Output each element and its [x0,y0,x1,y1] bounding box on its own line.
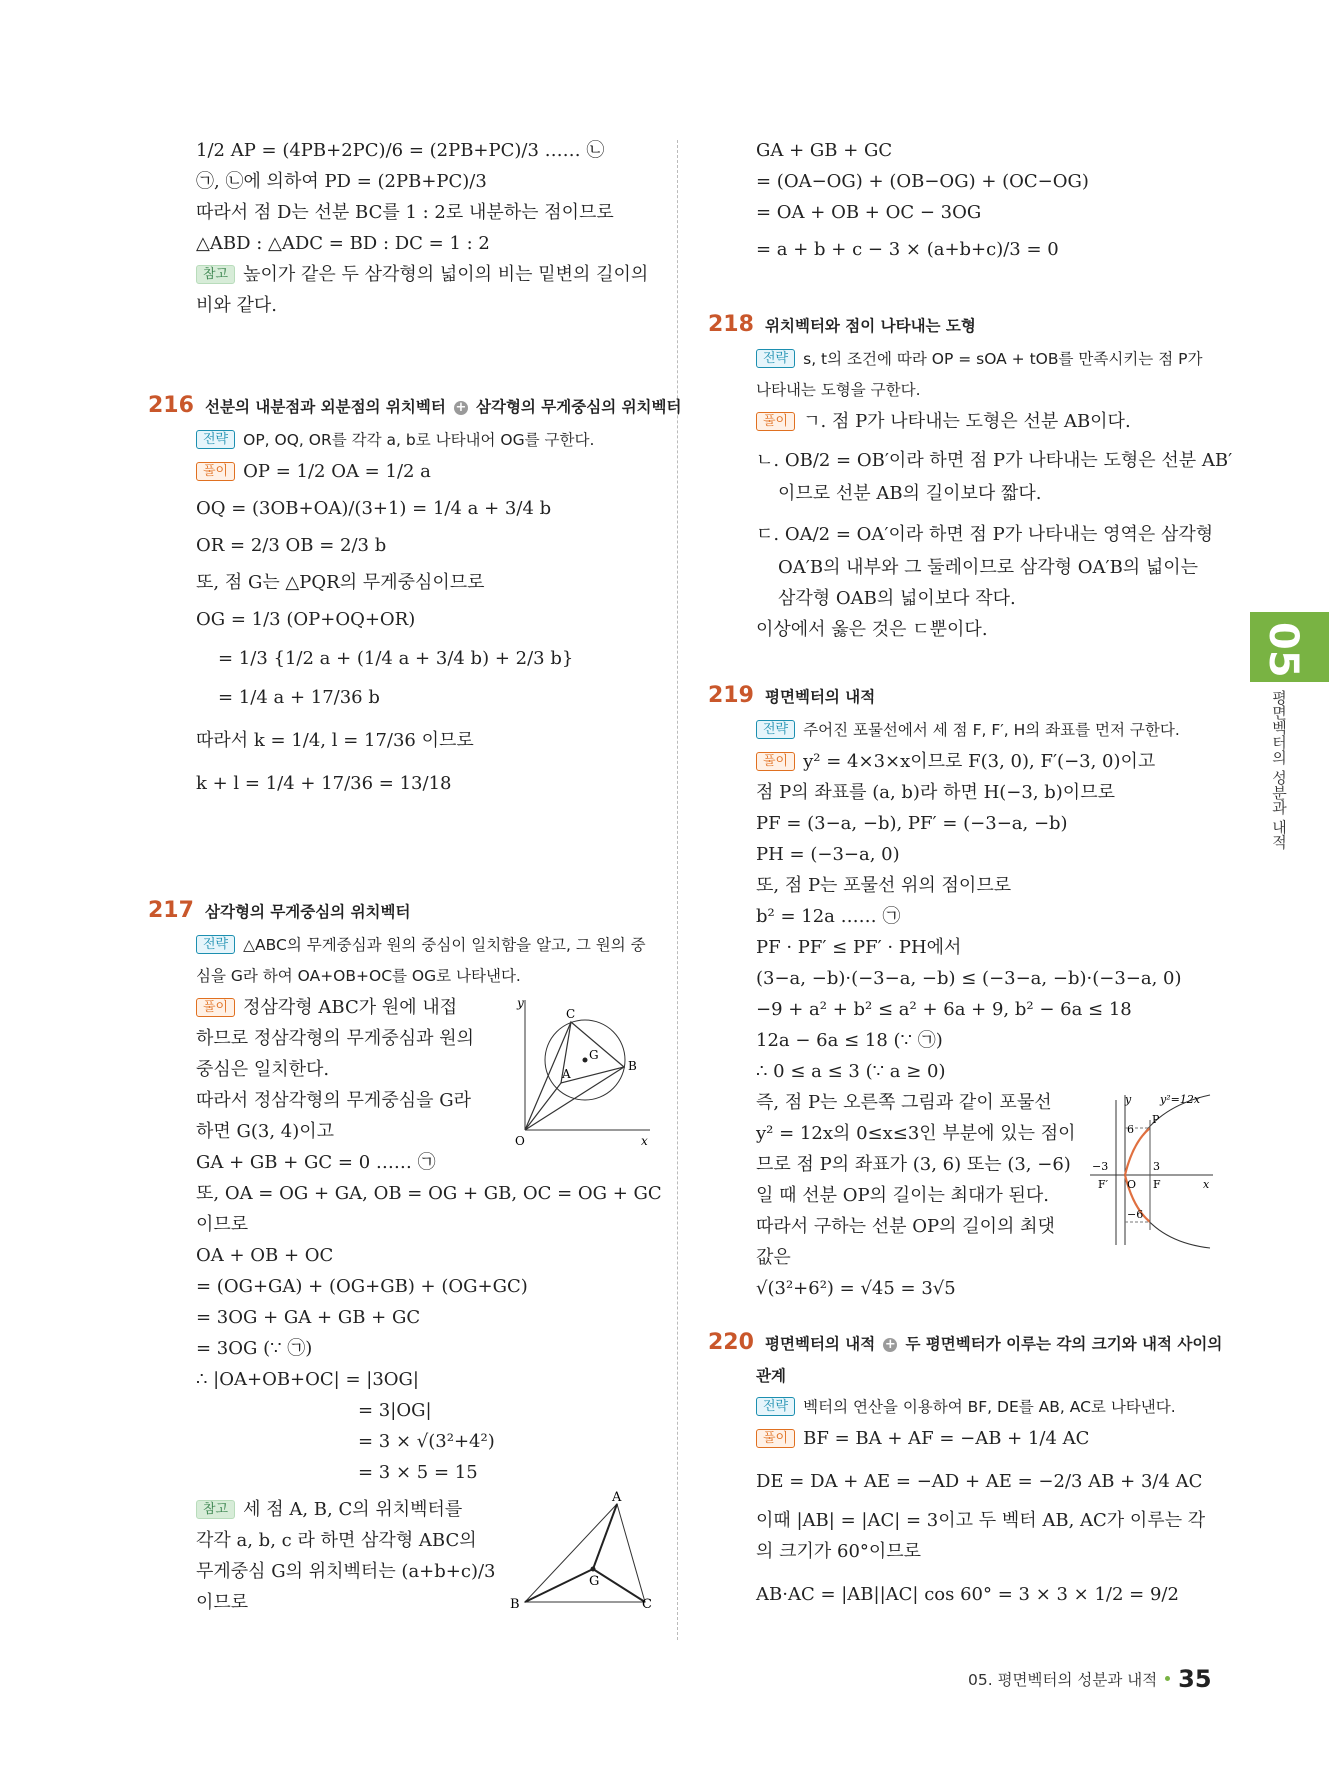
eq-line: PF = (3−a, −b), PF′ = (−3−a, −b) [756,813,1068,834]
eq-line: ∴ 0 ≤ a ≤ 3 (∵ a ≥ 0) [756,1061,946,1082]
eq-line: = 1/4 a + 17/36 b [218,687,380,708]
eq-line: OG = 1/3 (OP+OQ+OR) [196,609,416,630]
eq-line: OQ = (3OB+OA)/(3+1) = 1/4 a + 3/4 b [196,498,552,519]
problem-218-header [708,312,976,337]
fig-label: C [566,1007,576,1021]
strategy-text: 나타내는 도형을 구한다. [756,381,921,399]
fig-label: F′ [1098,1178,1109,1191]
problem-title: 평면벡터의 내적 [765,1335,876,1353]
left-column [196,135,651,321]
problem-number: 218 [708,312,754,337]
vector-oa [525,1083,561,1130]
eq-line: PH = (−3−a, 0) [756,844,900,865]
eq-line: = 3OG + GA + GB + GC [196,1307,421,1328]
fig-label: x [1203,1178,1210,1191]
strategy-text: OP, OQ, OR를 각각 a, b로 나타내어 OG를 구한다. [243,431,595,449]
text-line: y² = 12x의 0≤x≤3인 부분에 있는 점이 [756,1123,1076,1144]
strategy-line [756,1392,1216,1423]
text-line: 하면 G(3, 4)이고 [196,1121,335,1142]
problem-title: 위치벡터와 점이 나타내는 도형 [765,317,976,335]
text-line: 정삼각형 ABC가 원에 내접 [243,997,458,1018]
problem-number: 220 [708,1330,754,1355]
solution-badge: 풀이 [756,1429,795,1448]
problem-220-body [756,1392,1216,1610]
reference-text-cont: 비와 같다. [196,295,277,316]
fig-label: 6 [1127,1123,1134,1136]
text-line: 의 크기가 60°이므로 [756,1541,922,1562]
segment-ga [593,1504,617,1569]
vector-ob [525,1067,624,1130]
text-line: 이므로 [196,1214,249,1235]
problem-title: 삼각형의 무게중심의 위치벡터 [476,398,682,416]
eq-line: ㉠, ㉡에 의하여 PD = (2PB+PC)/3 [196,171,487,192]
strategy-text: s, t의 조건에 따라 OP = sOA + tOB를 만족시키는 점 P가 [803,350,1203,368]
fig-label: x [641,1134,648,1148]
eq-line: = 3OG (∵ ㉠) [196,1338,313,1359]
eq-line: OR = 2/3 OB = 2/3 b [196,535,387,556]
problem-number: 219 [708,683,754,708]
page-number: 35 [1178,1665,1212,1693]
eq-line: △ABD : △ADC = BD : DC = 1 : 2 [196,233,490,254]
fig-label: O [1127,1178,1137,1191]
eq-line: = (OA−OG) + (OB−OG) + (OC−OG) [756,171,1089,192]
problem-220-header-cont [756,1364,786,1386]
text-line: OA′B의 내부와 그 둘레이므로 삼각형 OA′B의 넓이는 [778,557,1199,578]
text-line: 값은 [756,1247,791,1268]
triangle [525,1504,645,1602]
eq-line: AB·AC = |AB||AC| cos 60° = 3 × 3 × 1/2 = 9/2 [756,1584,1179,1605]
solution-badge: 풀이 [756,412,795,431]
strategy-text: 심을 G라 하여 OA+OB+OC를 OG로 나타낸다. [196,967,521,985]
strategy-text: 벡터의 연산을 이용하여 BF, DE를 AB, AC로 나타낸다. [803,1398,1176,1416]
fig-label: O [515,1134,525,1148]
centroid-point [583,1058,588,1063]
reference-text: 높이가 같은 두 삼각형의 넓이의 비는 밑변의 길이의 [243,264,649,285]
problem-220-header [708,1330,1222,1355]
text-line: 일 때 선분 OP의 길이는 최대가 된다. [756,1185,1049,1206]
fig-label: y [1125,1093,1132,1106]
strategy-badge: 전략 [756,1397,795,1416]
solution-badge: 풀이 [756,752,795,771]
text-line: ㄱ. 점 P가 나타내는 도형은 선분 AB이다. [803,411,1131,432]
triangle-circle-figure [505,995,655,1150]
eq-line: GA + GB + GC [756,140,893,161]
problem-title: 평면벡터의 내적 [765,688,876,706]
eq-line: (3−a, −b)·(−3−a, −b) ≤ (−3−a, −b)·(−3−a, 0) [756,968,1182,989]
solution-badge: 풀이 [196,462,235,481]
eq-line: = a + b + c − 3 × (a+b+c)/3 = 0 [756,239,1059,260]
problem-title: 관계 [756,1367,786,1385]
text-line: 또, 점 P는 포물선 위의 점이므로 [756,875,1012,896]
right-column-top [756,135,1216,265]
text-line: 따라서 k = 1/4, l = 17/36 이므로 [196,730,474,751]
problem-title: 삼각형의 무게중심의 위치벡터 [205,903,411,921]
footer-dot-icon [1165,1676,1170,1681]
text-line: 점 P의 좌표를 (a, b)라 하면 H(−3, b)이므로 [756,782,1115,803]
chapter-number: 05 [1260,622,1306,678]
problem-title: 선분의 내분점과 외분점의 위치벡터 [205,398,446,416]
solution-line [756,1423,1216,1454]
eq-line: ∴ |OA+OB+OC| = |3OG| [196,1369,419,1390]
eq-line: BF = BA + AF = −AB + 1/4 AC [803,1428,1090,1449]
plus-icon: + [455,400,467,415]
problem-217-header [148,898,410,923]
text-line: 이때 |AB| = |AC| = 3이고 두 벡터 AB, AC가 이루는 각 [756,1510,1206,1531]
text-line: 따라서 점 D는 선분 BC를 1 : 2로 내분하는 점이므로 [196,202,614,223]
segment-gb [525,1569,593,1602]
text-line: ㄴ. OB/2 = OB′이라 하면 점 P가 나타내는 도형은 선분 AB′ [756,450,1233,471]
fig-label: y [517,996,524,1010]
chapter-side-title: 평면벡터의 성분과 내적 [1270,690,1288,850]
eq-line: PF · PF′ ≤ PF′ · PH에서 [756,937,962,958]
eq-line: = 3 × 5 = 15 [358,1462,478,1483]
fig-label: y²=12x [1160,1093,1201,1106]
eq-line: k + l = 1/4 + 17/36 = 13/18 [196,773,452,794]
strategy-line [196,930,651,961]
solution-line [756,746,1216,777]
eq-line: √(3²+6²) = √45 = 3√5 [756,1278,956,1299]
parabola-upper [1125,1095,1210,1175]
strategy-line [756,344,1216,375]
eq-line: −9 + a² + b² ≤ a² + 6a + 9, b² − 6a ≤ 18 [756,999,1132,1020]
eq-line: = OA + OB + OC − 3OG [756,202,982,223]
strategy-badge: 전략 [756,349,795,368]
solution-badge: 풀이 [196,998,235,1017]
fig-label: B [628,1059,637,1073]
text-line: 삼각형 OAB의 넓이보다 작다. [778,588,1016,609]
fig-label: −3 [1092,1160,1109,1173]
strategy-text: 주어진 포물선에서 세 점 F, F′, H의 좌표를 먼저 구한다. [803,721,1180,739]
reference-text: 이므로 [196,1592,249,1613]
eq-line: b² = 12a …… ㉠ [756,906,901,927]
eq-line: 1/2 AP = (4PB+2PC)/6 = (2PB+PC)/3 …… ㉡ [196,140,605,161]
text-line: 하므로 정삼각형의 무게중심과 원의 [196,1028,474,1049]
strategy-text: △ABC의 무게중심과 원의 중심이 일치함을 알고, 그 원의 중 [243,936,646,954]
eq-line: = 1/3 {1/2 a + (1/4 a + 3/4 b) + 2/3 b} [218,648,574,669]
eq-line: OA + OB + OC [196,1245,334,1266]
reference-text: 세 점 A, B, C의 위치벡터를 [243,1499,463,1520]
fig-label: A [562,1067,571,1081]
chapter-tab [1250,612,1329,682]
page-footer [968,1665,1212,1693]
strategy-line [756,715,1216,746]
fig-label: F [1153,1178,1161,1191]
fig-label: C [642,1597,652,1610]
reference-text: 각각 a, b, c 라 하면 삼각형 ABC의 [196,1530,477,1551]
strategy-badge: 전략 [756,720,795,739]
problem-title: 두 평면벡터가 이루는 각의 크기와 내적 사이의 [905,1335,1223,1353]
fig-label: B [510,1597,520,1610]
problem-216-header [148,393,681,418]
eq-line: GA + GB + GC = 0 …… ㉠ [196,1152,436,1173]
footer-chapter-title: 05. 평면벡터의 성분과 내적 [968,1671,1158,1689]
solution-line [756,406,1216,437]
strategy-line [196,425,651,456]
column-divider [677,140,678,1640]
triangle-centroid-figure [505,1490,655,1610]
text-line: 또, 점 G는 △PQR의 무게중심이므로 [196,572,485,593]
text-line: 따라서 구하는 선분 OP의 길이의 최댓 [756,1216,1055,1237]
strategy-badge: 전략 [196,935,235,954]
solution-line [196,456,651,487]
text-line: 이므로 선분 AB의 길이보다 짧다. [778,483,1042,504]
eq-line: DE = DA + AE = −AD + AE = −2/3 AB + 3/4 AC [756,1471,1203,1492]
eq-line: = (OG+GA) + (OG+GB) + (OG+GC) [196,1276,528,1297]
strategy-badge: 전략 [196,430,235,449]
problem-number: 217 [148,898,194,923]
fig-label: G [589,1048,599,1062]
problem-218-body [756,344,1233,645]
reference-note [196,259,651,290]
fig-label: 3 [1153,1160,1160,1173]
problem-216-body [196,425,651,799]
reference-text: 무게중심 G의 위치벡터는 (a+b+c)/3 [196,1561,496,1582]
reference-badge: 참고 [196,265,235,284]
reference-badge: 참고 [196,1500,235,1519]
eq-line: = 3|OG| [358,1400,432,1421]
eq-line: OP = 1/2 OA = 1/2 a [243,461,431,482]
problem-number: 216 [148,393,194,418]
eq-line: 또, OA = OG + GA, OB = OG + GB, OC = OG + GC [196,1183,662,1204]
text-line: 므로 점 P의 좌표가 (3, 6) 또는 (3, −6) [756,1154,1071,1175]
text-line: ㄷ. OA/2 = OA′이라 하면 점 P가 나타내는 영역은 삼각형 [756,524,1214,545]
text-line: 이상에서 옳은 것은 ㄷ뿐이다. [756,619,988,640]
eq-line: 12a − 6a ≤ 18 (∵ ㉠) [756,1030,943,1051]
plus-icon: + [884,1337,896,1352]
text-line: 즉, 점 P는 오른쪽 그림과 같이 포물선 [756,1092,1052,1113]
parabola-figure [1085,1090,1215,1250]
fig-label: G [589,1574,600,1589]
problem-219-header [708,683,875,708]
text-line: 따라서 정삼각형의 무게중심을 G라 [196,1090,471,1111]
fig-label: −6 [1127,1208,1144,1221]
fig-label: P [1152,1113,1160,1126]
eq-line: = 3 × √(3²+4²) [358,1431,495,1452]
text-line: 중심은 일치한다. [196,1059,330,1080]
eq-line: y² = 4×3×x이므로 F(3, 0), F′(−3, 0)이고 [803,751,1156,772]
fig-label: A [612,1490,622,1505]
centroid-point [591,1567,596,1572]
